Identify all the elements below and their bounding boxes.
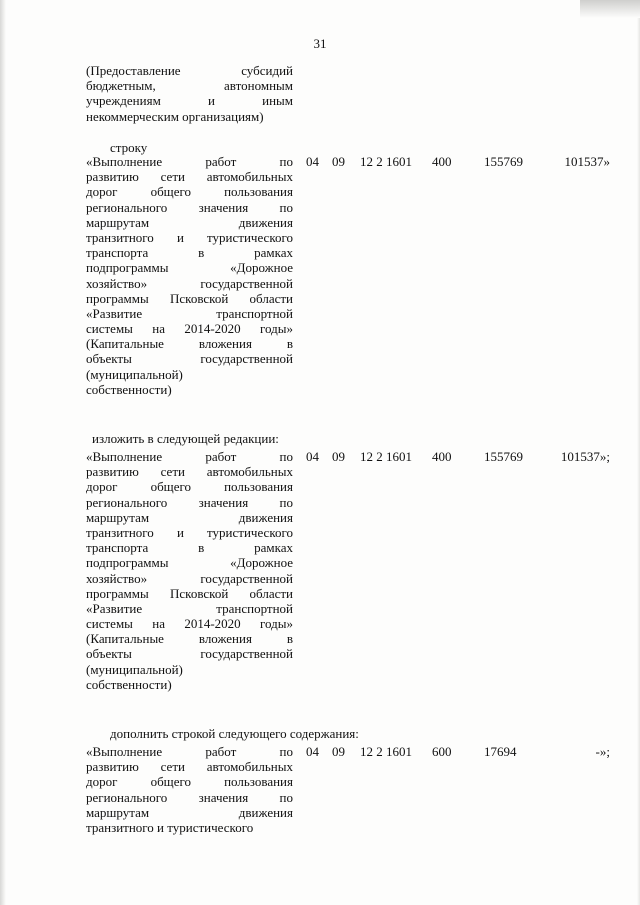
scan-edge-left <box>0 0 6 905</box>
previous-entry-text <box>86 63 293 124</box>
row-amount-2: 101537» <box>564 154 610 169</box>
text-line: регионального значения по <box>86 789 293 805</box>
row-description <box>86 449 293 692</box>
text-line: «Выполнение работ по <box>86 449 293 464</box>
text-line: развитию сети автомобильных <box>86 169 293 185</box>
text-line: учреждениям и иным <box>86 93 293 109</box>
row-subsection-code: 09 <box>332 744 345 759</box>
text-line: программы Псковской области <box>86 585 293 601</box>
text-line: хозяйство» государственной <box>86 275 293 291</box>
text-line: развитию сети автомобильных <box>86 759 293 775</box>
text-line: подпрограммы «Дорожное <box>86 555 293 571</box>
text-line: «Выполнение работ по <box>86 154 293 169</box>
row-expense-type: 600 <box>432 744 452 759</box>
text-line: развитию сети автомобильных <box>86 464 293 480</box>
text-line: системы на 2014-2020 годы» <box>86 321 293 337</box>
text-line: транзитного и туристического <box>86 229 293 245</box>
text-line: подпрограммы «Дорожное <box>86 260 293 276</box>
text-line: системы на 2014-2020 годы» <box>86 616 293 632</box>
text-line: объекты государственной <box>86 646 293 662</box>
text-line: дорог общего пользования <box>86 479 293 495</box>
row-section-code: 04 <box>306 744 319 759</box>
row-section-code: 04 <box>306 449 319 464</box>
text-line: маршрутам движения <box>86 509 293 525</box>
scan-corner-shadow <box>580 0 640 18</box>
text-line: регионального значения по <box>86 494 293 510</box>
row-amount-1: 17694 <box>484 744 517 759</box>
page-number: 31 <box>313 36 327 51</box>
text-line: транспорта в рамках <box>86 245 293 261</box>
text-line: транзитного и туристического <box>86 819 254 835</box>
instruction-line: дополнить строкой следующего содержания: <box>110 726 359 741</box>
text-line: регионального значения по <box>86 199 293 215</box>
instruction-line: строку <box>110 140 148 155</box>
row-amount-1: 155769 <box>484 449 523 464</box>
row-subsection-code: 09 <box>332 154 345 169</box>
text-line: «Выполнение работ по <box>86 744 293 759</box>
row-amount-1: 155769 <box>484 154 523 169</box>
text-line: маршрутам движения <box>86 214 293 230</box>
text-line: собственности) <box>86 676 172 692</box>
row-expense-type: 400 <box>432 449 452 464</box>
text-line: некоммерческим организациям) <box>86 108 264 124</box>
instruction-line: изложить в следующей редакции: <box>92 431 279 446</box>
text-line: маршрутам движения <box>86 804 293 820</box>
text-line: (муниципальной) <box>86 366 183 382</box>
row-amount-2: -»; <box>595 744 610 759</box>
text-line: дорог общего пользования <box>86 184 293 200</box>
text-line: «Развитие транспортной <box>86 305 293 321</box>
text-line: хозяйство» государственной <box>86 570 293 586</box>
row-description <box>86 154 293 397</box>
row-amount-2: 101537»; <box>560 449 610 464</box>
row-target-article: 12 2 1601 <box>360 154 412 169</box>
row-description <box>86 744 293 835</box>
text-line: бюджетным, автономным <box>86 78 293 94</box>
text-line: (Предоставление субсидий <box>86 63 293 78</box>
text-line: транзитного и туристического <box>86 524 293 540</box>
text-line: «Развитие транспортной <box>86 600 293 616</box>
text-line: собственности) <box>86 381 172 397</box>
row-section-code: 04 <box>306 154 319 169</box>
text-line: объекты государственной <box>86 351 293 367</box>
text-line: транспорта в рамках <box>86 540 293 556</box>
row-target-article: 12 2 1601 <box>360 449 412 464</box>
row-subsection-code: 09 <box>332 449 345 464</box>
row-expense-type: 400 <box>432 154 452 169</box>
text-line: дорог общего пользования <box>86 774 293 790</box>
row-target-article: 12 2 1601 <box>360 744 412 759</box>
text-line: (Капитальные вложения в <box>86 336 293 352</box>
text-line: программы Псковской области <box>86 290 293 306</box>
text-line: (Капитальные вложения в <box>86 631 293 647</box>
text-line: (муниципальной) <box>86 661 183 677</box>
